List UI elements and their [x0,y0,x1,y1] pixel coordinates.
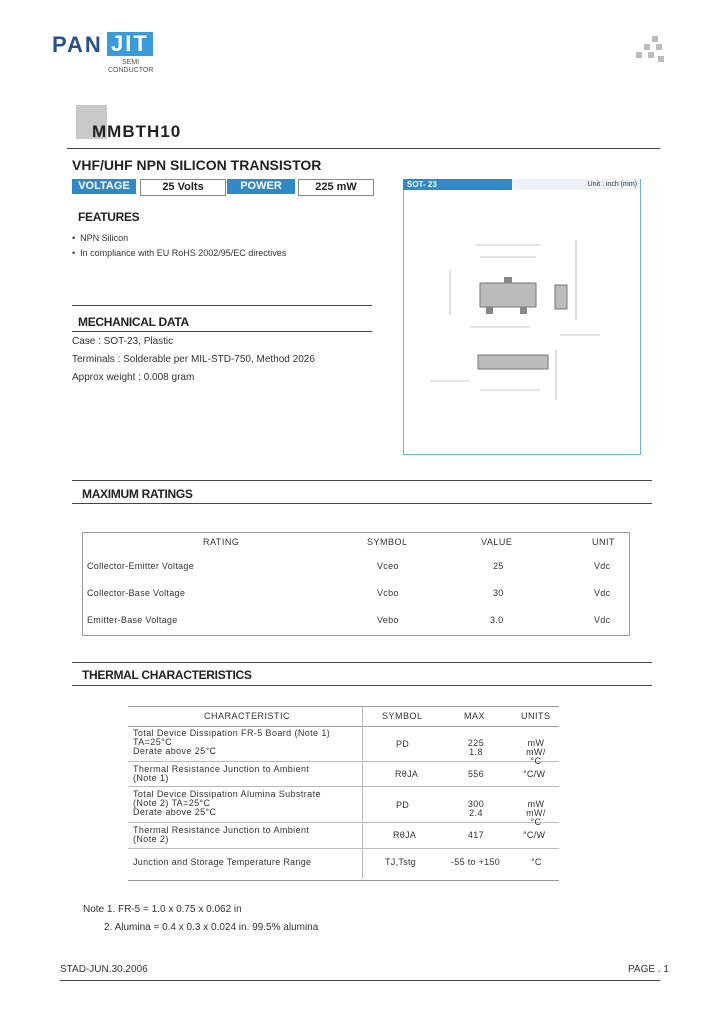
max-col-unit: UNIT [592,537,615,547]
thermal-row-char: Total Device Dissipation FR-5 Board (Note 1) TA=25°C Derate above 25°C [133,728,331,756]
package-body-front-view [478,355,548,369]
package-lead [486,307,493,314]
max-row-rating: Collector-Base Voltage [87,588,186,598]
thermal-col-characteristic: CHARACTERISTIC [204,711,291,721]
thermal-divider-top [72,662,652,663]
max-row-unit: Vdc [594,561,611,571]
mechanical-terminals: Terminals : Solderable per MIL-STD-750, Method 2026 [72,354,315,365]
page-title: VHF/UHF NPN SILICON TRANSISTOR [72,157,322,173]
thermal-row-unit: mW mW/°C [526,799,546,827]
footer-divider [60,980,660,981]
footer-date: STAD-JUN.30.2006 [60,964,148,975]
package-body-top-view [480,283,536,307]
thermal-row-line [128,786,559,787]
thermal-row-symbol: PD [396,739,410,749]
max-row-rating: Emitter-Base Voltage [87,615,178,625]
max-row-value: 3.0 [490,615,504,625]
brand-logo-jit: JIT [107,32,153,56]
thermal-row-max: -55 to +150 [451,857,501,867]
power-value: 225 mW [298,179,374,196]
max-row-value: 25 [493,561,504,571]
max-ratings-heading: MAXIMUM RATINGS [82,487,193,501]
thermal-row-unit: °C/W [523,769,546,779]
power-label: POWER [227,179,295,194]
thermal-col-max: MAX [464,711,486,721]
max-row-value: 30 [493,588,504,598]
max-row-rating: Collector-Emitter Voltage [87,561,195,571]
thermal-row-max: 556 [468,769,484,779]
thermal-row-line [128,761,559,762]
feature-item: • In compliance with EU RoHS 2002/95/EC directives [72,248,287,258]
package-body-side-view [555,285,567,309]
note-1: Note 1. FR-5 = 1.0 x 0.75 x 0.062 in [83,904,242,915]
max-ratings-divider-bottom [72,503,652,504]
thermal-heading: THERMAL CHARACTERISTICS [82,668,252,682]
thermal-row-unit: °C/W [523,830,546,840]
package-name: SOT- 23 [403,179,512,190]
thermal-header-line [128,726,559,727]
thermal-row-symbol: PD [396,800,410,810]
thermal-divider-bottom [72,685,652,686]
thermal-row-line [128,822,559,823]
footer-page: PAGE . 1 [628,964,669,975]
package-unit: Unit : inch (mm) [512,179,640,190]
brand-subtitle [108,59,153,75]
max-col-value: VALUE [481,537,513,547]
part-number: MMBTH10 [92,122,182,141]
max-ratings-divider-top [72,480,652,481]
thermal-row-symbol: RθJA [395,769,419,779]
package-lead [520,307,527,314]
mechanical-case: Case : SOT-23, Plastic [72,336,174,347]
mechanical-weight: Approx weight : 0.008 gram [72,372,195,383]
thermal-row-symbol: TJ,Tstg [385,857,417,867]
package-drawing [410,225,635,405]
voltage-label: VOLTAGE [72,179,136,194]
mechanical-heading: MECHANICAL DATA [78,315,189,329]
max-row-symbol: Vebo [377,615,399,625]
voltage-value: 25 Volts [140,179,226,196]
thermal-col-units: UNITS [521,711,551,721]
max-row-symbol: Vcbo [377,588,399,598]
mechanical-divider-bottom [72,331,372,332]
brand-logo-pan: PAN [52,32,103,57]
thermal-row-char: Total Device Dissipation Alumina Substrate (Note 2) TA=25°C Derate above 25°C [133,789,321,817]
max-row-unit: Vdc [594,588,611,598]
thermal-col-symbol: SYMBOL [382,711,423,721]
features-heading: FEATURES [78,210,140,224]
header-divider [67,148,660,149]
package-lead [504,277,512,283]
feature-item: • NPN Silicon [72,233,129,243]
note-2: 2. Alumina = 0.4 x 0.3 x 0.024 in. 99.5% alumina [104,922,319,933]
thermal-row-unit: °C [531,857,542,867]
brand-sub-line2: CONDUCTOR [108,67,154,74]
thermal-row-line [128,848,559,849]
thermal-row-char: Junction and Storage Temperature Range [133,857,312,867]
max-row-unit: Vdc [594,615,611,625]
max-col-symbol: SYMBOL [367,537,408,547]
brand-sub-line1: SEMI [122,59,140,66]
thermal-row-max: 300 2.4 [467,799,485,818]
corner-pattern-icon [636,36,664,64]
thermal-row-max: 225 1.8 [467,738,485,757]
thermal-row-char: Thermal Resistance Junction to Ambient (Note 1) [133,764,310,783]
thermal-row-symbol: RθJA [393,830,417,840]
thermal-row-char: Thermal Resistance Junction to Ambient (Note 2) [133,825,310,844]
thermal-col-line [362,706,363,879]
max-row-symbol: Vceo [377,561,399,571]
thermal-row-unit: mW mW/°C [526,738,546,766]
mechanical-divider-top [72,305,372,306]
thermal-row-max: 417 [468,830,484,840]
max-col-rating: RATING [203,537,240,547]
